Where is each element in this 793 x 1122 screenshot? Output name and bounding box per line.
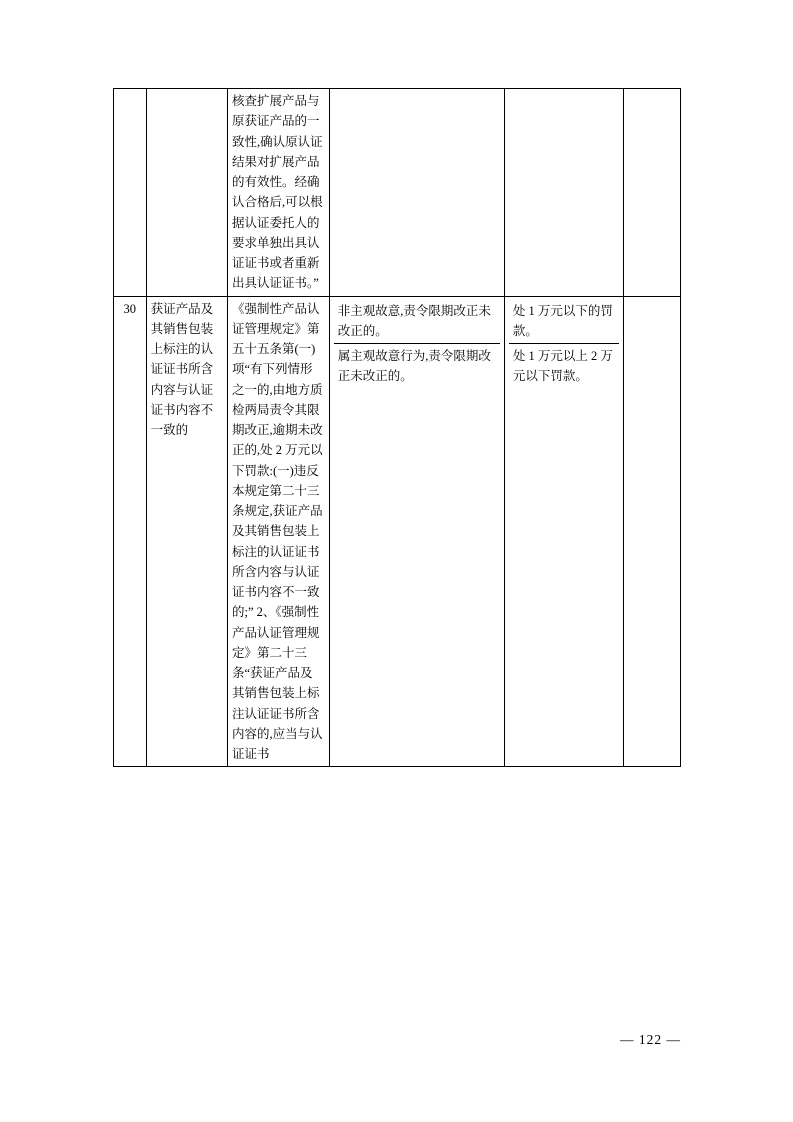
row-legal-basis: 《强制性产品认证管理规定》第五十五条第(一)项“有下列情形之一的,由地方质检两局责令其限期改正,逾期未改正的,处 2 万元以下罚款:(一)违反本规定第二十三条规定,获证产品及其销售包装上标注的认证证书所含内容与认证证书内容不一致的;” 2、《强制性产品认证管理规定》第二十三条“获证产品及其销售包装上标注认证证书所含内容的,应当与认证证书: [227, 296, 329, 767]
page-number: — 122 —: [620, 1032, 681, 1047]
row-remarks: [623, 296, 680, 767]
table-row: [114, 89, 681, 297]
condition-cell: 属主观故意行为,责令限期改正未改正的。: [337, 349, 491, 384]
row-number: 30: [114, 296, 147, 767]
row-penalties: [504, 89, 623, 297]
row-conditions-group: [329, 296, 504, 767]
condition-cell: 非主观故意,责令限期改正未改正的。: [334, 299, 500, 344]
administrative-penalty-table: [113, 88, 681, 767]
row-legal-basis: 核查扩展产品与原获证产品的一致性,确认原认证结果对扩展产品的有效性。经确认合格后,可以根据认证委托人的要求单独出具认证证书或者重新出具认证证书。”: [227, 89, 329, 297]
row-number: [114, 89, 147, 297]
table-row: [114, 296, 681, 767]
row-penalties-group: [504, 296, 623, 767]
row-item: 获证产品及其销售包装上标注的认证证书所含内容与认证证书内容不一致的: [146, 296, 227, 767]
penalty-cell: 处 1 万元以上 2 万元以下罚款。: [512, 349, 613, 384]
row-conditions: [329, 89, 504, 297]
penalty-cell: 处 1 万元以下的罚款。: [509, 299, 619, 344]
row-item: [146, 89, 227, 297]
row-remarks: [623, 89, 680, 297]
